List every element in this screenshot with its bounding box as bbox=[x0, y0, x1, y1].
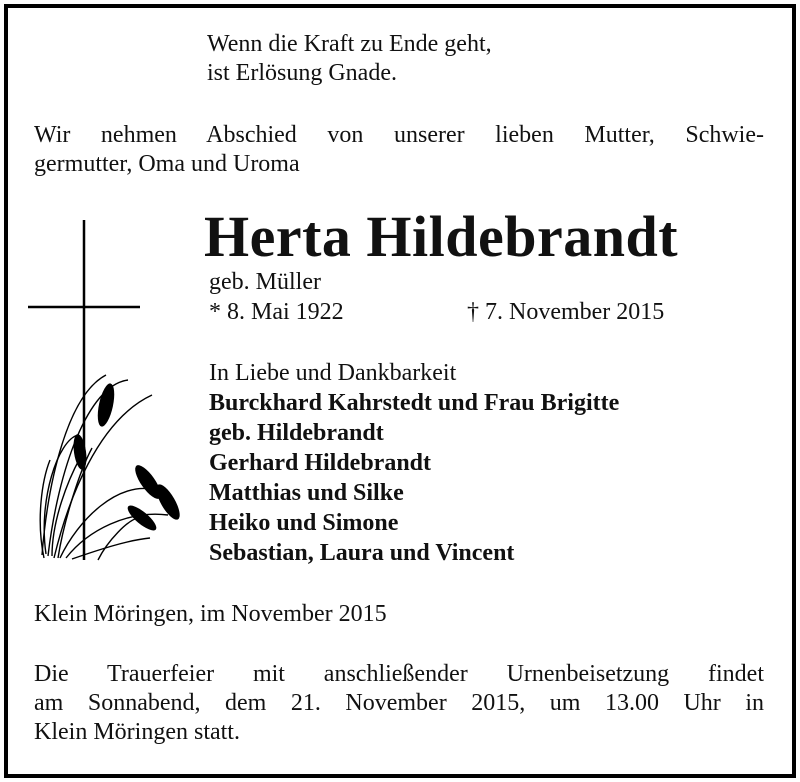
death-date: † 7. November 2015 bbox=[467, 299, 665, 325]
quote-line-2: ist Erlösung Gnade. bbox=[207, 60, 397, 86]
mourner-name: Sebastian, Laura und Vincent bbox=[209, 540, 515, 566]
funeral-line-1: Die Trauerfeier mit anschließender Urnenbeisetzung findet bbox=[34, 661, 764, 687]
mourner-name: Matthias und Silke bbox=[209, 480, 404, 506]
funeral-line-2: am Sonnabend, dem 21. November 2015, um 13.00 Uhr in bbox=[34, 690, 764, 716]
deceased-name: Herta Hildebrandt bbox=[204, 204, 679, 269]
mourners-list bbox=[209, 358, 619, 568]
mourner-name: geb. Hildebrandt bbox=[209, 420, 384, 446]
mourner-name: Gerhard Hildebrandt bbox=[209, 450, 432, 476]
place-date: Klein Möringen, im November 2015 bbox=[34, 601, 387, 627]
mourner-name: Heiko und Simone bbox=[209, 510, 399, 536]
intro-text bbox=[34, 121, 764, 179]
cross-wheat-illustration bbox=[28, 220, 198, 565]
intro-line-1: Wir nehmen Abschied von unserer lieben Mutter, Schwie- bbox=[34, 122, 764, 148]
mourner-name: Burckhard Kahrstedt und Frau Brigitte bbox=[209, 390, 620, 416]
birth-date: * 8. Mai 1922 bbox=[209, 299, 344, 325]
maiden-name: geb. Müller bbox=[209, 269, 321, 295]
intro-line-2: germutter, Oma und Uroma bbox=[34, 151, 300, 177]
quote bbox=[207, 30, 492, 88]
wheat-ears bbox=[72, 382, 185, 534]
quote-line-1: Wenn die Kraft zu Ende geht, bbox=[207, 31, 492, 57]
funeral-line-3: Klein Möringen statt. bbox=[34, 719, 240, 745]
mourners-intro: In Liebe und Dankbarkeit bbox=[209, 360, 457, 386]
funeral-notice bbox=[34, 660, 764, 747]
